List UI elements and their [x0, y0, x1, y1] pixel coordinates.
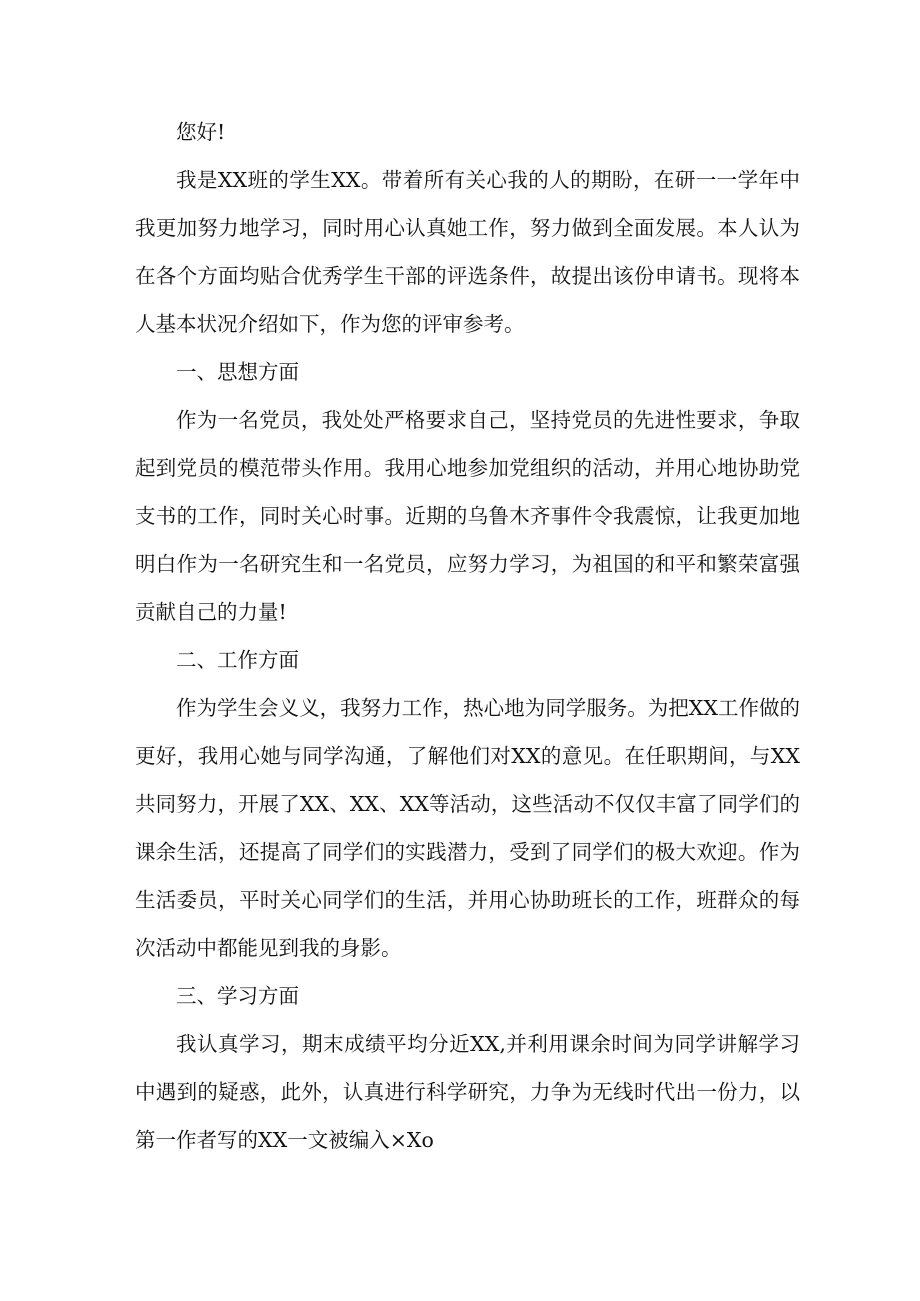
greeting: 您好! [176, 120, 226, 144]
section-body-study: 我认真学习，期末成绩平均分近XX,并利用课余时间为同学讲解学习中遇到的疑惑，此外，认真进行科学研究，力争为无线时代出一份力，以第一作者写的XX一文被编入×Xo [135, 1032, 800, 1152]
section-body-ideology: 作为一名党员，我处处严格要求自己，坚持党员的先进性要求，争取起到党员的模范带头作用。我用心地参加党组织的活动，并用心地协助党支书的工作，同时关心时事。近期的乌鲁木齐事件令我震惊，让我更加地明白作为一名研究生和一名党员，应努力学习，为祖国的和平和繁荣富强贡献自己的力量! [135, 408, 800, 624]
intro-paragraph: 我是XX班的学生XX。带着所有关心我的人的期盼，在研一一学年中我更加努力地学习，同时用心认真她工作，努力做到全面发展。本人认为在各个方面均贴合优秀学生干部的评选条件，故提出该份申请书。现将本人基本状况介绍如下，作为您的评审参考。 [135, 168, 800, 336]
section-body-work: 作为学生会义义，我努力工作，热心地为同学服务。为把XX工作做的更好，我用心她与同学沟通，了解他们对XX的意见。在任职期间，与XX共同努力，开展了XX、XX、XX等活动，这些活动不仅仅丰富了同学们的课余生活，还提高了同学们的实践潜力，受到了同学们的极大欢迎。作为生活委员，平时关心同学们的生活，并用心协助班长的工作，班群众的每次活动中都能见到我的身影。 [135, 696, 800, 960]
document-body [135, 108, 800, 1164]
section-heading-study: 三、学习方面 [176, 984, 299, 1008]
section-heading-work: 二、工作方面 [176, 648, 299, 672]
section-heading-ideology: 一、思想方面 [176, 360, 299, 384]
